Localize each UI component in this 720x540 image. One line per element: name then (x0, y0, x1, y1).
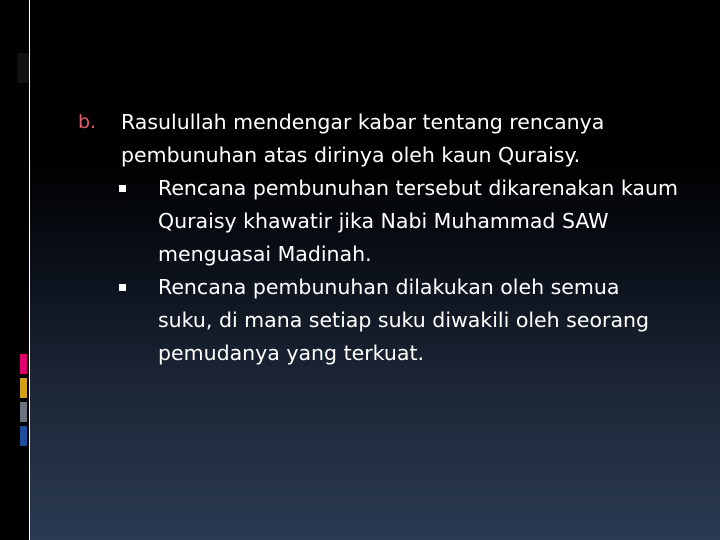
sub-point-item (78, 172, 678, 271)
accent-block (17, 53, 29, 83)
accent-bar-gold (20, 378, 27, 398)
list-item-b (78, 106, 678, 172)
slide-content (78, 106, 678, 370)
accent-bars (20, 354, 27, 450)
square-bullet-icon (119, 284, 126, 291)
divider-line (29, 0, 30, 540)
list-marker: b. (78, 111, 97, 133)
sub-point-text: Rencana pembunuhan tersebut dikarenakan kaum Quraisy khawatir jika Nabi Muhammad SAW menguasai Madinah. (158, 176, 678, 266)
square-bullet-icon (119, 185, 126, 192)
main-point-text: Rasulullah mendengar kabar tentang rencanya pembunuhan atas dirinya oleh kaun Quraisy. (121, 110, 605, 167)
accent-bar-blue (20, 426, 27, 446)
accent-bar-magenta (20, 354, 27, 374)
accent-bar-gray (20, 402, 27, 422)
sub-point-text: Rencana pembunuhan dilakukan oleh semua suku, di mana setiap suku diwakili oleh seorang pemudanya yang terkuat. (158, 275, 650, 365)
sub-point-list (78, 172, 678, 370)
sub-point-item (78, 271, 678, 370)
